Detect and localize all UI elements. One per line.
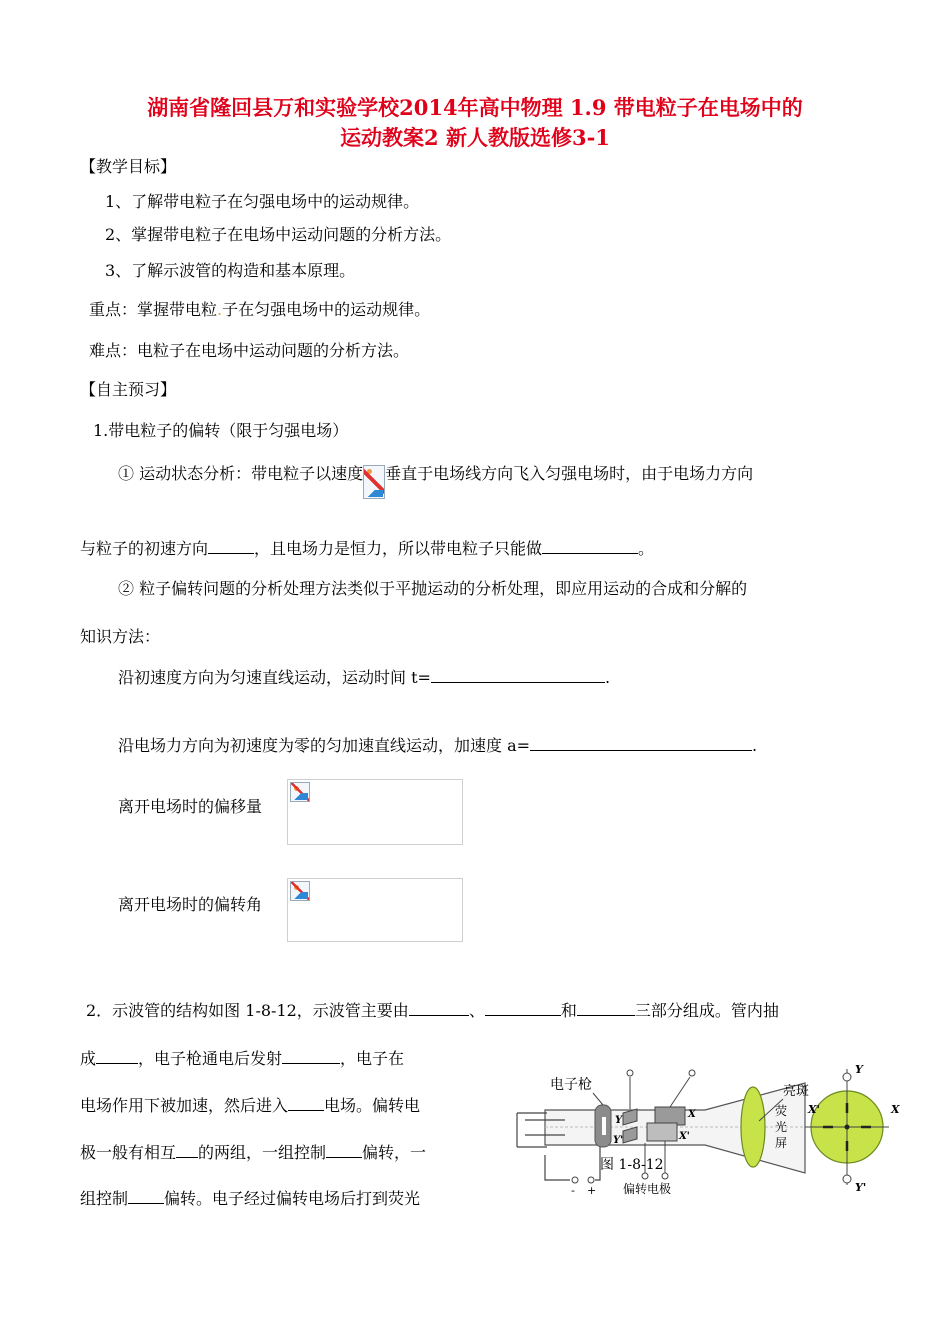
paragraph-1-line2 bbox=[80, 536, 654, 559]
angle-formula-box bbox=[287, 878, 463, 942]
s2-l4-c: 偏转，一 bbox=[362, 1143, 427, 1162]
paragraph-2-line1: ② 粒子偏转问题的分析处理方法类似于平抛运动的分析处理，即应用运动的合成和分解的 bbox=[118, 579, 748, 598]
section2-line1 bbox=[86, 998, 779, 1021]
blank-part-3 bbox=[577, 999, 635, 1016]
s2-l1-d: 三部分组成。管内抽 bbox=[634, 1001, 779, 1020]
terminal-minus bbox=[572, 1177, 578, 1183]
key-point-rest: 子在匀强电场中的运动规律。 bbox=[222, 300, 431, 319]
paragraph-2-line2: 知识方法： bbox=[80, 627, 161, 646]
blank-direction bbox=[208, 537, 254, 554]
plates-label: 偏转电极 bbox=[623, 1182, 672, 1195]
blank-control-1 bbox=[326, 1141, 362, 1158]
difficulty-point: 难点：电粒子在电场中运动问题的分析方法。 bbox=[89, 341, 410, 360]
plus-label: + bbox=[587, 1184, 597, 1195]
gun-pointer bbox=[593, 1093, 603, 1105]
p1-text-e: 。 bbox=[638, 539, 655, 558]
s2-l4-a: 极一般有相互 bbox=[80, 1143, 177, 1162]
broken-image-icon bbox=[363, 465, 385, 499]
blank-time bbox=[431, 666, 605, 683]
goal-item-1: 1、了解带电粒子在匀强电场中的运动规律。 bbox=[105, 192, 420, 211]
screen-label-3: 屏 bbox=[775, 1136, 788, 1150]
front-x-label: X bbox=[891, 1103, 900, 1116]
minus-label: - bbox=[571, 1184, 575, 1195]
s2-l1-a: 2．示波管的结构如图 1-8-12，示波管主要由 bbox=[86, 1001, 409, 1020]
plate-x2-label: X' bbox=[679, 1131, 690, 1142]
goal-item-2: 2、掌握带电粒子在电场中运动问题的分析方法。 bbox=[105, 225, 452, 244]
blank-vacuum bbox=[96, 1047, 138, 1064]
x-plate-back bbox=[647, 1123, 677, 1141]
section2-line2 bbox=[80, 1046, 404, 1069]
front-y2-label: Y' bbox=[855, 1181, 867, 1194]
anode-hole bbox=[602, 1117, 606, 1135]
figure-caption: 图 1-8-12 bbox=[600, 1157, 664, 1173]
s2-l2-c: ，电子在 bbox=[340, 1049, 405, 1068]
blank-field bbox=[288, 1094, 324, 1111]
preview-item-1: 1.带电粒子的偏转（限于匀强电场） bbox=[93, 421, 349, 440]
document-title-line2: 运动教案2 新人教版选修3-1 bbox=[340, 125, 610, 150]
document-title-line1: 湖南省隆回县万和实验学校2014年高中物理 1.9 带电粒子在电场中的 bbox=[147, 95, 803, 120]
front-y-label: Y bbox=[855, 1063, 863, 1076]
s2-l4-b: 的两组，一组控制 bbox=[198, 1143, 327, 1162]
screen-label-2: 光 bbox=[775, 1120, 788, 1134]
plate-y-label: Y bbox=[615, 1115, 623, 1126]
blank-acceleration bbox=[530, 734, 752, 751]
goal-item-3: 3、了解示波管的构造和基本原理。 bbox=[105, 261, 356, 280]
time-end: . bbox=[604, 668, 611, 687]
s2-l3-a: 电场作用下被加速，然后进入 bbox=[80, 1096, 289, 1115]
time-line bbox=[118, 665, 610, 688]
p1-text-a: ① 运动状态分析：带电粒子以速度 bbox=[118, 464, 364, 483]
acceleration-line bbox=[118, 733, 757, 756]
acceleration-text: 沿电场力方向为初速度为零的匀加速直线运动，加速度 a= bbox=[118, 736, 531, 755]
key-point bbox=[89, 297, 430, 320]
terminal-y2 bbox=[642, 1173, 648, 1179]
blank-mutual bbox=[176, 1141, 198, 1158]
blank-part-1 bbox=[409, 999, 469, 1016]
broken-image-icon bbox=[290, 782, 310, 802]
s2-l2-b: ，电子枪通电后发射 bbox=[138, 1049, 283, 1068]
preview-header: 【自主预习】 bbox=[80, 380, 177, 399]
s2-l2-a: 成 bbox=[80, 1049, 97, 1068]
section2-line3 bbox=[80, 1093, 420, 1116]
offset-label: 离开电场时的偏移量 bbox=[118, 797, 263, 816]
angle-label: 离开电场时的偏转角 bbox=[118, 895, 263, 914]
s2-l1-c: 和 bbox=[560, 1001, 577, 1020]
section2-line4 bbox=[80, 1140, 426, 1163]
s2-l5-b: 偏转。电子经过偏转电场后打到荧光 bbox=[164, 1189, 421, 1208]
plate-x-label: X bbox=[688, 1109, 696, 1120]
blank-part-2 bbox=[485, 999, 561, 1016]
terminal-x2 bbox=[662, 1173, 668, 1179]
p1-text-d: ，且电场力是恒力，所以带电粒子只能做 bbox=[254, 539, 543, 558]
key-point-label: 重点：掌握带电粒 bbox=[89, 300, 218, 319]
p1-text-b: 垂直于电场线方向飞入匀强电场时，由于电场力方向 bbox=[385, 464, 754, 483]
fluorescent-screen bbox=[741, 1087, 765, 1167]
s2-l3-b: 电场。偏转电 bbox=[324, 1096, 421, 1115]
s2-l1-b: 、 bbox=[468, 1001, 485, 1020]
offset-formula-box bbox=[287, 779, 463, 845]
acceleration-end: . bbox=[752, 736, 758, 755]
oscilloscope-tube-figure bbox=[505, 1055, 905, 1195]
gun-label: 电子枪 bbox=[550, 1077, 592, 1093]
broken-image-icon bbox=[290, 881, 310, 901]
x-plate-front bbox=[655, 1107, 685, 1125]
screen-label-1: 荧 bbox=[775, 1104, 788, 1118]
dot-mark: . bbox=[217, 300, 223, 319]
section2-line5 bbox=[80, 1186, 420, 1209]
s2-l5-a: 组控制 bbox=[80, 1189, 129, 1208]
terminal-x bbox=[689, 1070, 695, 1076]
front-x2-label: X' bbox=[808, 1103, 820, 1116]
plate-y2-label: Y' bbox=[613, 1135, 624, 1146]
blank-motion-type bbox=[542, 537, 638, 554]
p1-text-c: 与粒子的初速方向 bbox=[80, 539, 209, 558]
blank-emit bbox=[282, 1047, 340, 1064]
time-text: 沿初速度方向为匀速直线运动，运动时间 t= bbox=[118, 668, 431, 687]
goals-header: 【教学目标】 bbox=[80, 157, 177, 176]
blank-control-2 bbox=[128, 1187, 164, 1204]
paragraph-1-line1 bbox=[118, 461, 753, 499]
spot-label: 亮斑 bbox=[783, 1084, 810, 1099]
screen-front-view bbox=[805, 1069, 889, 1185]
terminal-plus bbox=[588, 1177, 594, 1183]
terminal-y bbox=[627, 1070, 633, 1076]
